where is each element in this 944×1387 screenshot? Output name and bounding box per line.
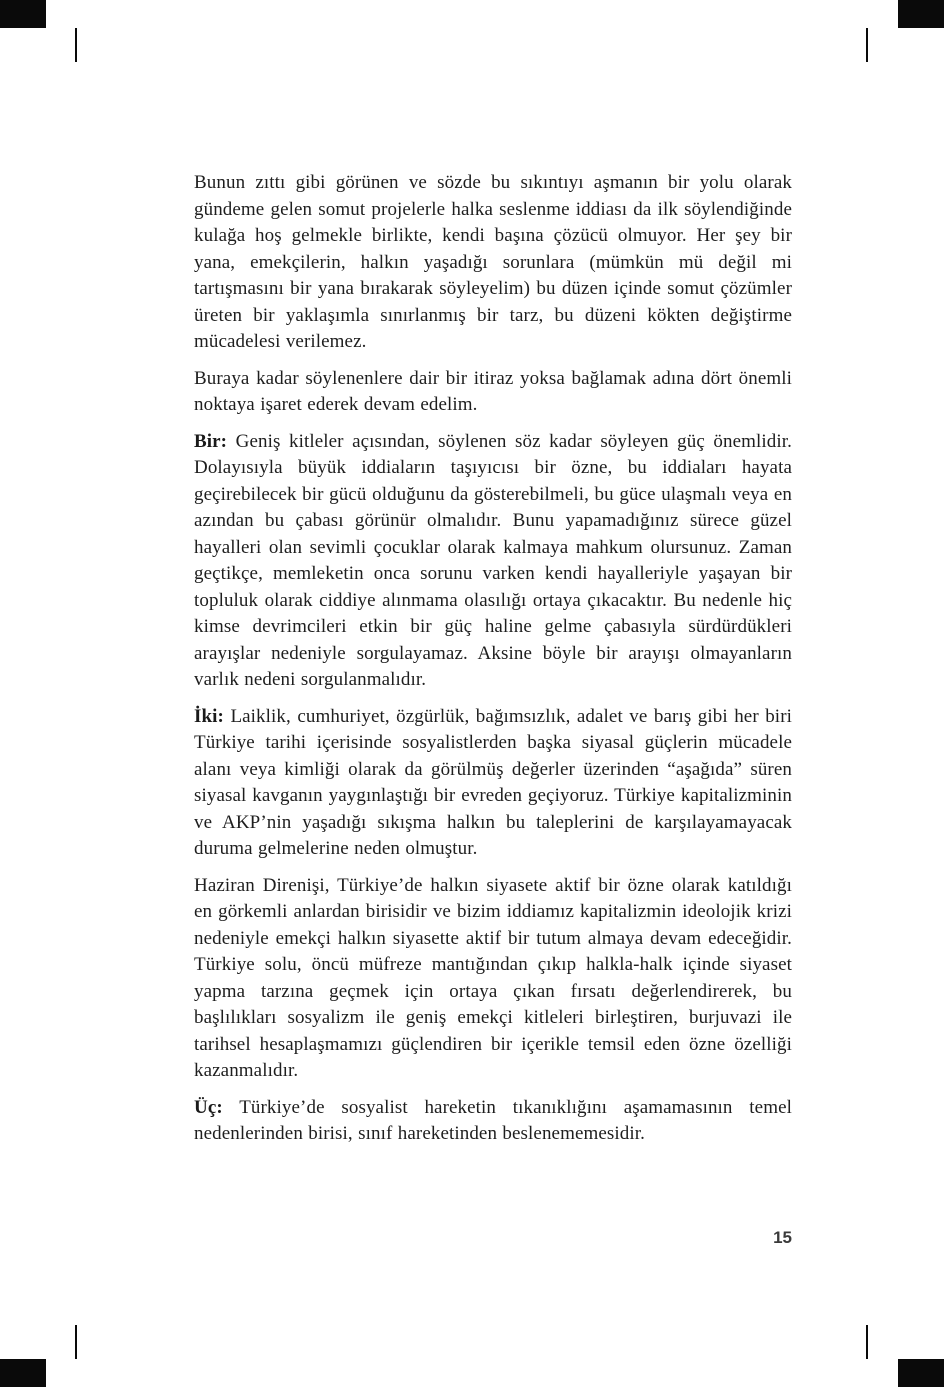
paragraph (194, 704, 792, 863)
paragraph (194, 873, 792, 1085)
crop-mark-bottom-left-tick (75, 1325, 77, 1359)
paragraph-text: Bunun zıttı gibi görünen ve sözde bu sıkıntıyı aşmanın bir yolu olarak gündeme gelen somut projelerle halka seslenme iddiası da ilk söylendiğinde kulağa hoş gelmekle birlikte, kendi başına çözücü olmuyor. Her şey bir yana, emekçilerin, halkın yaşadığı sorunlara (mümkün mü değil mi tartışmasını bir yana bırakarak söyleyelim) bu düzen içinde somut çözümler üreten bir yaklaşımla sınırlanmış bir tarz, bu düzeni kökten değiştirme mücadelesi verilemez. (194, 172, 792, 352)
paragraph-text: Geniş kitleler açısından, söylenen söz kadar söyleyen güç önemlidir. Dolayısıyla büyük iddiaların taşıyıcısı bir özne, bu iddiaları hayata geçirebilecek bir gücü olduğunu da gösterebilmeli, bu güce ulaşmalı veya en azından bu çabası görünür olmalıdır. Bunu yapamadığınız sürece güzel hayalleri olan sevimli çocuklar olarak kalmaya mahkum olursunuz. Zaman geçtikçe, memleketin onca sorunu varken kendi hayalleriyle yaşayan bir topluluk olarak ciddiye alınmama olasılığı ortaya çıkacaktır. Bu nedenle hiç kimse devrimcileri etkin bir güç haline gelme çabasıyla sürdürdükleri arayışlar nedeniyle sorgulayamaz. Aksine böyle bir arayışı olmayanların varlık nedeni sorgulanmalıdır. (194, 430, 792, 690)
paragraph-text: Buraya kadar söylenenlere dair bir itiraz yoksa bağlamak adına dört önemli noktaya işaret ederek devam edelim. (194, 367, 792, 415)
paragraph-text: Laiklik, cumhuriyet, özgürlük, bağımsızlık, adalet ve barış gibi her biri Türkiye tarihi içerisinde sosyalistlerden başka siyasal güçlerin mücadele alanı veya kimliği olarak da görülmüş değerler üzerinden “aşağıda” süren siyasal kavganın yaygınlaştığı bir evreden geçiyoruz. Türkiye kapitalizminin ve AKP’nin yaşadığı sıkışma halkın bu taleplerini de karşılayamayacak duruma gelmelerine neden olmuştur. (194, 705, 792, 859)
crop-mark-bottom-left-square (0, 1359, 46, 1387)
paragraph-text: Türkiye’de sosyalist hareketin tıkanıklığını aşamamasının temel nedenlerinden birisi, sınıf hareketinden beslenememesidir. (194, 1096, 792, 1144)
paragraph-text: Haziran Direnişi, Türkiye’de halkın siyasete aktif bir özne olarak katıldığı en görkemli anlardan birisidir ve bizim iddiamız kapitalizmin ideolojik krizi nedeniyle emekçi halkın siyasette aktif bir tutum almaya devam edeceğidir. Türkiye solu, öncü müfreze mantığından çıkıp halkla-halk içinde siyaset yapma tarzına geçmek için ortaya çıkan fırsatı değerlendirerek, bu başlılıkları sosyalizm ile geniş emekçi kitleleri birleştiren, burjuvazi ile tarihsel hesaplaşmamızı güçlendiren bir içerikle temsil eden özne özelliği kazanmalıdır. (194, 874, 792, 1081)
paragraph (194, 170, 792, 356)
paragraph (194, 429, 792, 694)
crop-mark-top-right-square (898, 0, 944, 28)
paragraph-lead: Üç: (194, 1096, 223, 1118)
crop-mark-top-right-tick (866, 28, 868, 62)
paragraph (194, 1095, 792, 1148)
paragraph (194, 366, 792, 419)
crop-mark-bottom-right-square (898, 1359, 944, 1387)
body-text (194, 170, 792, 1158)
crop-mark-bottom-right-tick (866, 1325, 868, 1359)
crop-mark-top-left-square (0, 0, 46, 28)
paragraph-lead: Bir: (194, 430, 228, 452)
paragraph-lead: İki: (194, 705, 224, 727)
page-number: 15 (773, 1228, 792, 1247)
crop-mark-top-left-tick (75, 28, 77, 62)
